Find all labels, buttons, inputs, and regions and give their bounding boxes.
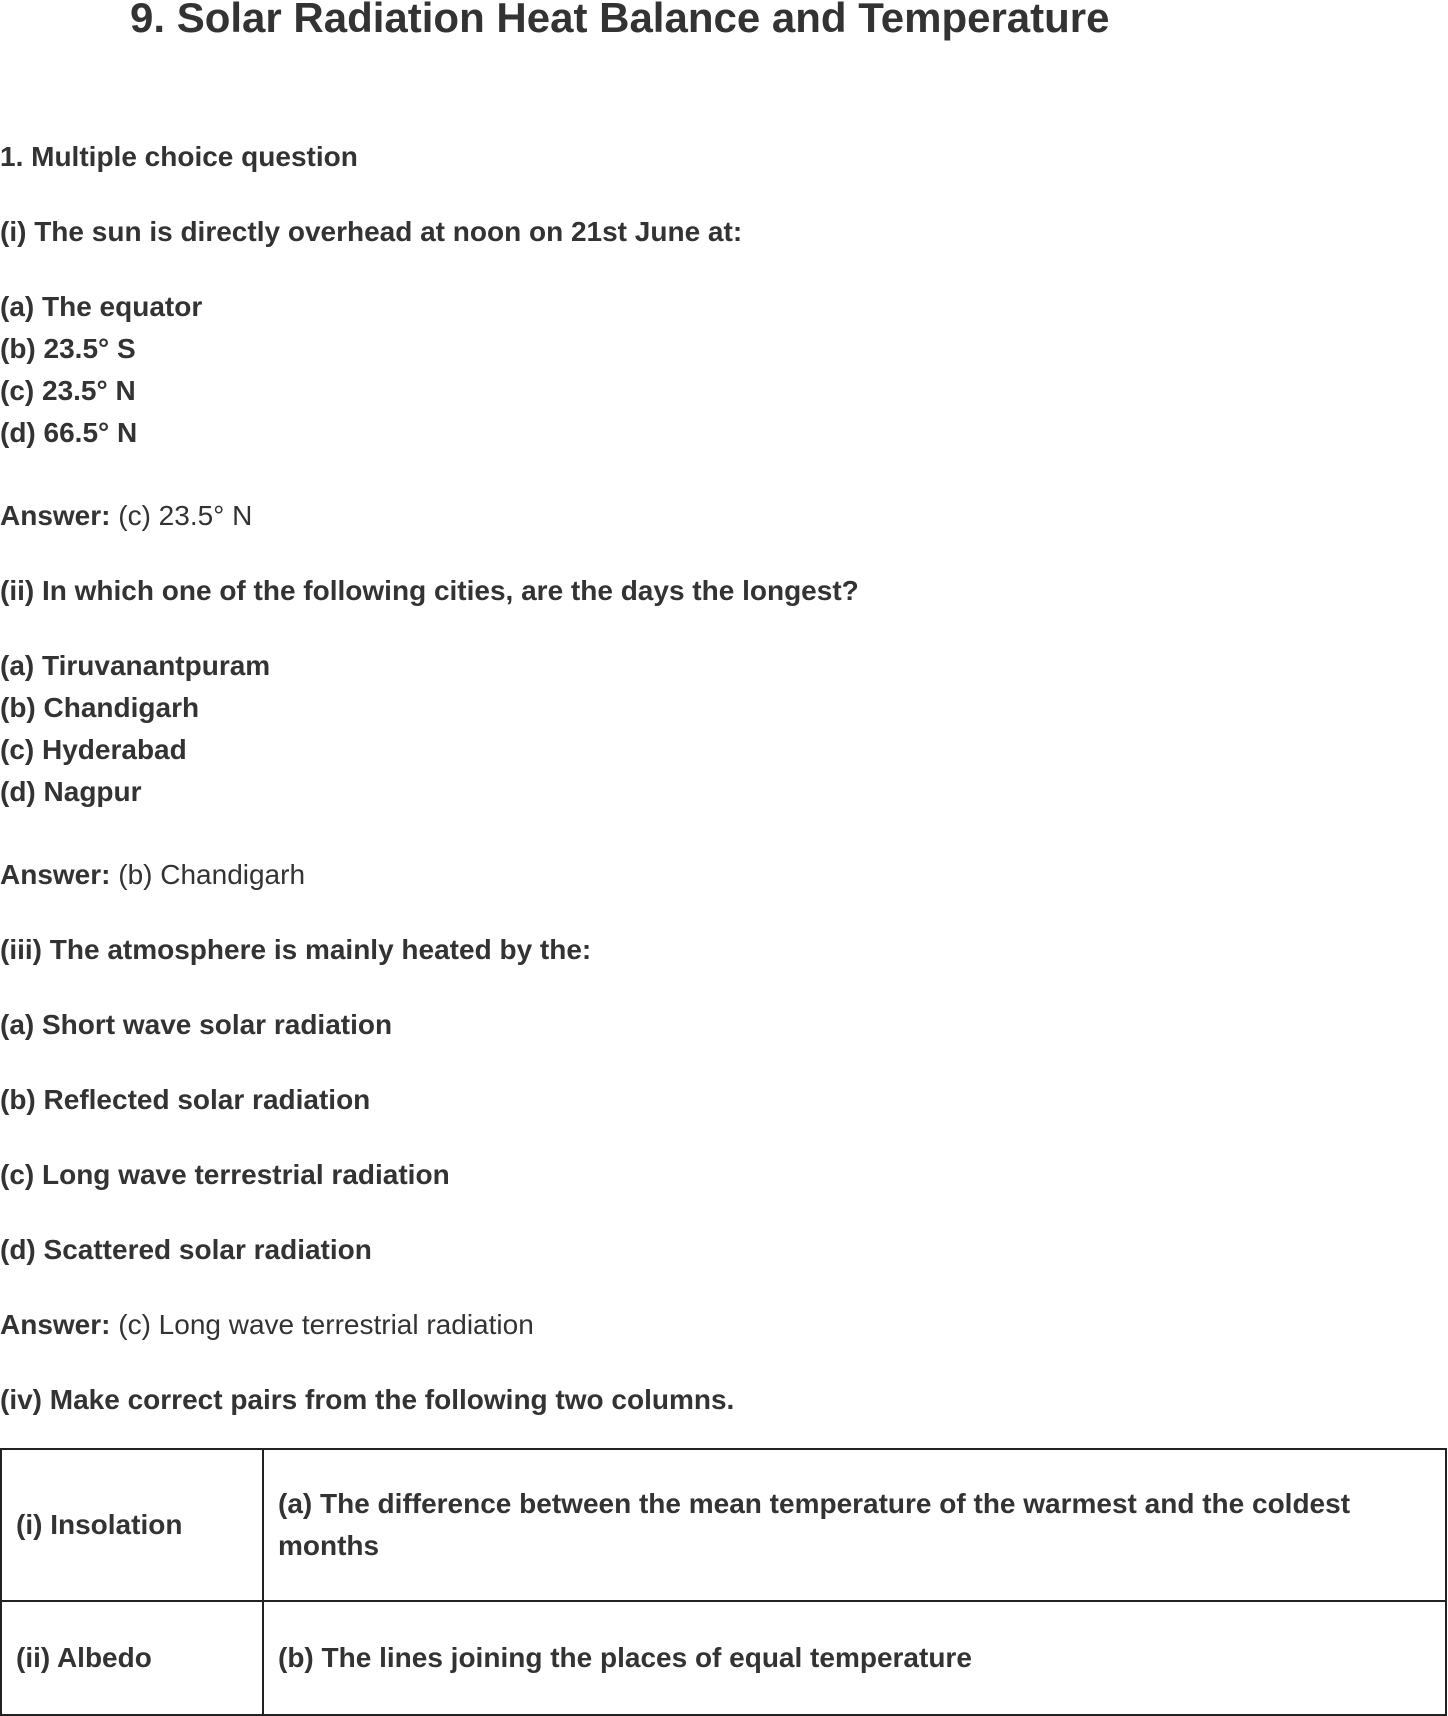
question-1-option-c: (c) 23.5° N xyxy=(0,375,136,406)
question-1-option-a: (a) The equator xyxy=(0,291,203,322)
question-1: (i) The sun is directly overhead at noon on 21st June at: xyxy=(0,216,743,247)
question-3-option-b: (b) Reflected solar radiation xyxy=(0,1084,371,1115)
answer-label: Answer: xyxy=(0,859,111,890)
section-heading: 1. Multiple choice question xyxy=(0,141,358,172)
answer-label: Answer: xyxy=(0,1309,111,1340)
table-cell-definition: (b) The lines joining the places of equal temperature xyxy=(263,1601,1446,1715)
question-2-option-d: (d) Nagpur xyxy=(0,776,142,807)
table-cell-term: (ii) Albedo xyxy=(1,1601,263,1715)
question-3-option-c: (c) Long wave terrestrial radiation xyxy=(0,1159,450,1190)
question-2: (ii) In which one of the following cities, are the days the longest? xyxy=(0,575,859,606)
question-2-option-b: (b) Chandigarh xyxy=(0,692,200,723)
question-4: (iv) Make correct pairs from the following two columns. xyxy=(0,1384,735,1415)
question-2-answer xyxy=(0,858,305,892)
table-row xyxy=(1,1601,1446,1715)
question-3: (iii) The atmosphere is mainly heated by the: xyxy=(0,934,592,965)
question-3-option-d: (d) Scattered solar radiation xyxy=(0,1234,372,1265)
table-cell-definition: (a) The difference between the mean temperature of the warmest and the coldest months xyxy=(263,1449,1446,1601)
question-1-option-b: (b) 23.5° S xyxy=(0,333,136,364)
match-table xyxy=(0,1448,1447,1716)
question-3-answer xyxy=(0,1308,534,1342)
answer-value: (b) Chandigarh xyxy=(118,859,306,890)
question-1-option-d: (d) 66.5° N xyxy=(0,417,138,448)
table-row xyxy=(1,1449,1446,1601)
answer-value: (c) Long wave terrestrial radiation xyxy=(118,1309,534,1340)
page-title: 9. Solar Radiation Heat Balance and Temperature xyxy=(130,0,1110,41)
question-2-option-a: (a) Tiruvanantpuram xyxy=(0,650,271,681)
question-2-option-c: (c) Hyderabad xyxy=(0,734,187,765)
table-cell-term: (i) Insolation xyxy=(1,1449,263,1601)
question-1-answer xyxy=(0,499,252,533)
answer-label: Answer: xyxy=(0,500,111,531)
question-3-option-a: (a) Short wave solar radiation xyxy=(0,1009,393,1040)
answer-value: (c) 23.5° N xyxy=(118,500,253,531)
